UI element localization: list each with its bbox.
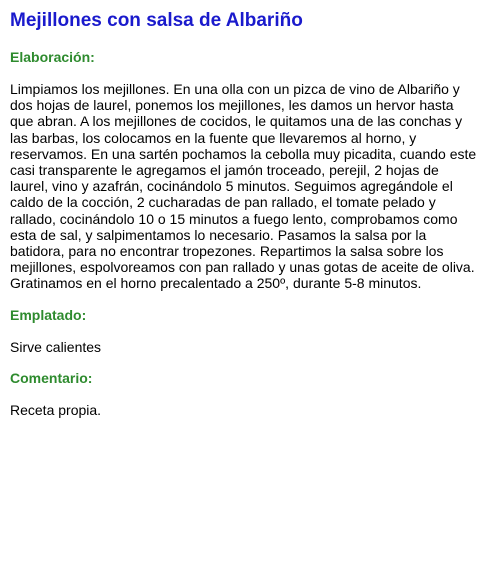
emplatado-text: Sirve calientes [10,338,102,355]
section-emplatado [10,307,479,355]
emplatado-heading: Emplatado: [10,306,87,323]
section-comentario [10,370,479,418]
elaboracion-text: Limpiamos los mejillones. En una olla con un pizca de vino de Albariño y dos hojas de laurel, ponemos los mejillones, les damos un hervor hasta que abran. A los mejillones de cocidos, le quitamos una de las conchas y las barbas, los colocamos en la fuente que llevaremos al horno, y reservamos. En una sartén pochamos la cebolla muy picadita, cuando este casi transparente le agregamos el jamón troceado, perejil, 2 hojas de laurel, vino y azafrán, cocinándolo 5 minutos. Seguimos agregándole el caldo de la cocción, 2 cucharadas de pan rallado, el tomate pelado y rallado, cocinándolo 10 o 15 minutos a fuego lento, comprobamos como esta de sal, y salpimentamos lo necesario. Pasamos la salsa por la batidora, para no encontrar tropezones. Repartimos la salsa sobre los mejillones, espolvoreamos con pan rallado y unas gotas de aceite de oliva. Gratinamos en el horno precalentado a 250º, durante 5-8 minutos. [10,81,477,292]
elaboracion-heading: Elaboración: [10,49,95,65]
comentario-heading: Comentario: [10,369,93,386]
comentario-text: Receta propia. [10,401,102,418]
section-elaboracion [10,49,479,292]
recipe-title: Mejillones con salsa de Albariño [10,10,303,31]
